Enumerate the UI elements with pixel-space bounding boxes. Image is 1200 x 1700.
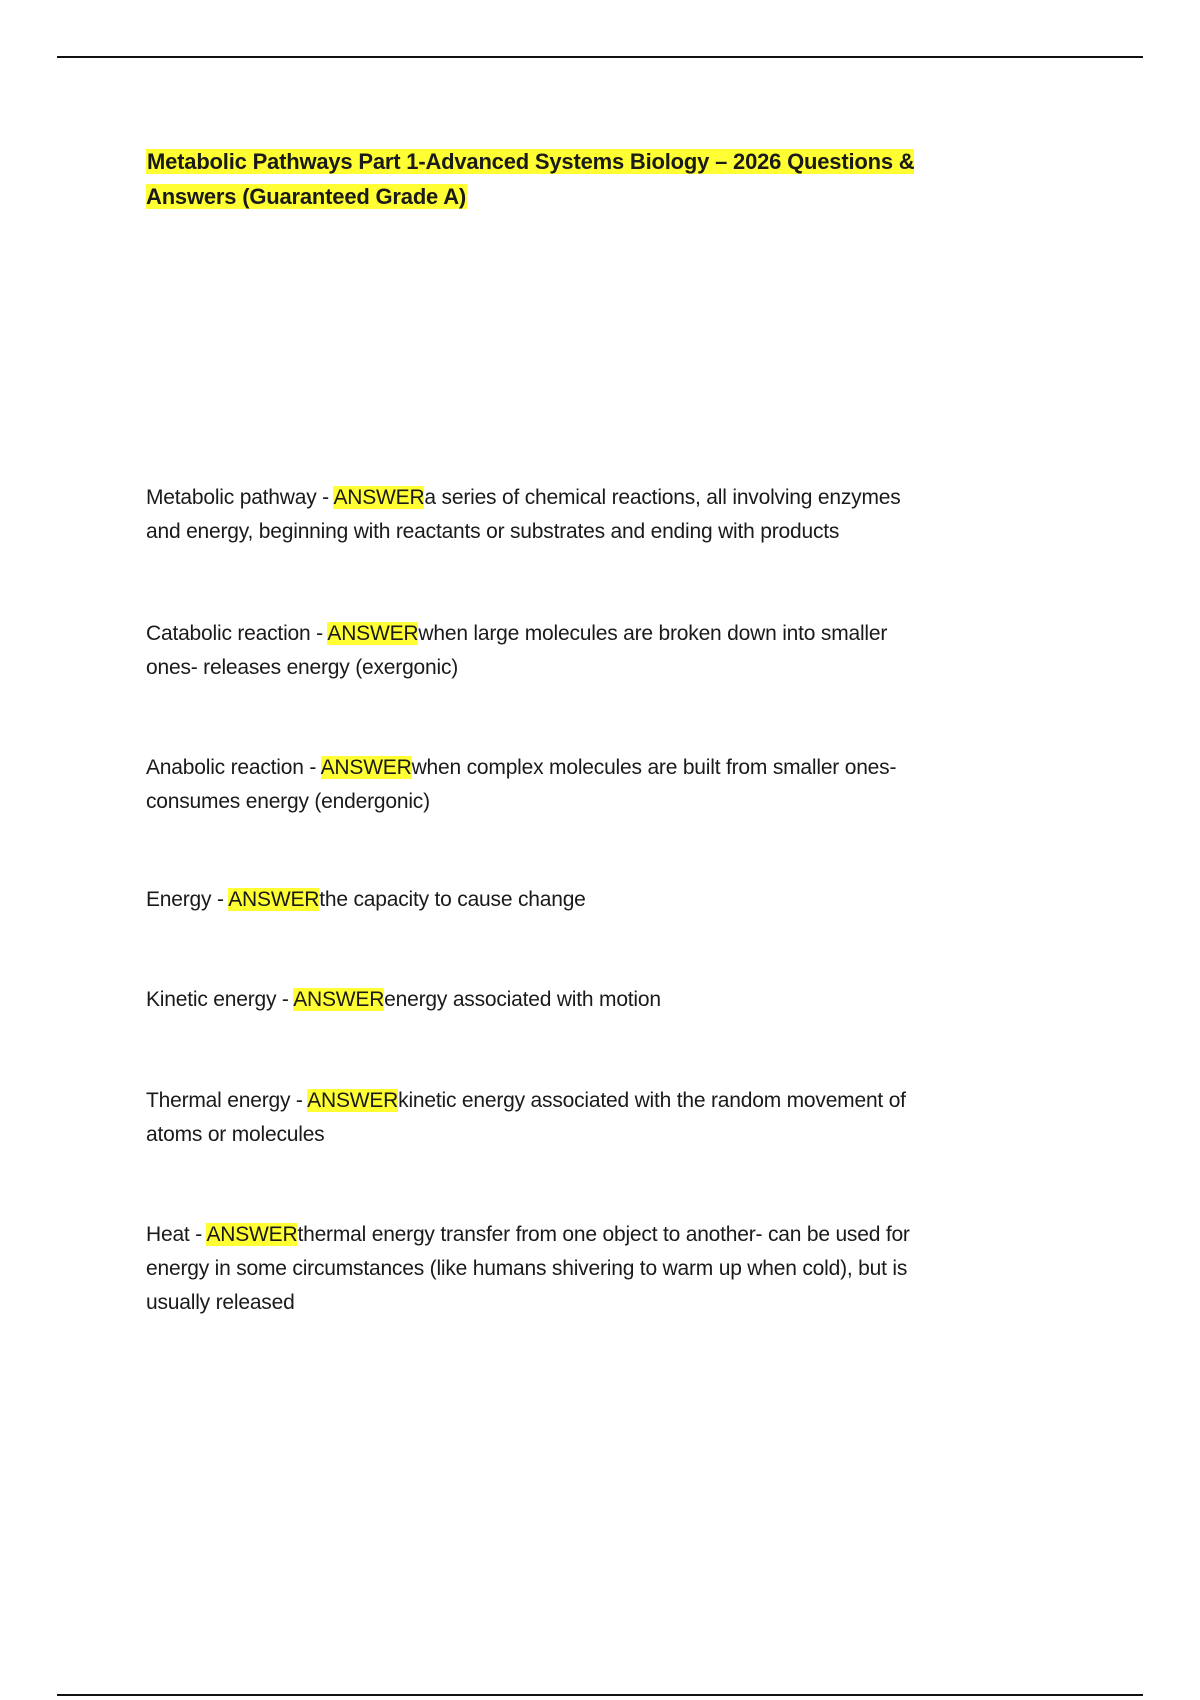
qa-term: Thermal energy - bbox=[146, 1089, 308, 1112]
answer-tag: ANSWER bbox=[206, 1223, 298, 1246]
qa-item bbox=[146, 1084, 926, 1152]
answer-tag: ANSWER bbox=[307, 1089, 399, 1112]
answer-tag: ANSWER bbox=[320, 756, 412, 779]
footer-rule bbox=[57, 1694, 1143, 1696]
qa-list bbox=[146, 481, 926, 1320]
qa-term: Catabolic reaction - bbox=[146, 622, 328, 645]
qa-answer: thermal energy transfer from one object to another- can be used for energy in some circumstances (like humans shivering to warm up when cold), but is usually released bbox=[146, 1223, 910, 1314]
qa-term: Energy - bbox=[146, 888, 229, 911]
qa-term: Kinetic energy - bbox=[146, 988, 294, 1011]
qa-term: Anabolic reaction - bbox=[146, 756, 321, 779]
qa-term: Heat - bbox=[146, 1223, 207, 1246]
qa-answer: the capacity to cause change bbox=[319, 888, 586, 911]
qa-item bbox=[146, 481, 926, 549]
qa-item bbox=[146, 617, 926, 685]
document-title bbox=[146, 144, 926, 214]
header-rule bbox=[57, 56, 1143, 58]
qa-item bbox=[146, 883, 926, 917]
answer-tag: ANSWER bbox=[333, 486, 425, 509]
document-header bbox=[146, 144, 926, 214]
answer-tag: ANSWER bbox=[293, 988, 385, 1011]
answer-tag: ANSWER bbox=[228, 888, 320, 911]
title-highlight: Metabolic Pathways Part 1-Advanced Systems Biology – 2026 Questions & Answers (Guaranteed Grade A) bbox=[146, 149, 915, 209]
qa-answer: when large molecules are broken down into smaller ones- releases energy (exergonic) bbox=[146, 622, 888, 679]
qa-item bbox=[146, 751, 926, 819]
qa-item bbox=[146, 1218, 926, 1320]
qa-answer: energy associated with motion bbox=[384, 988, 661, 1011]
answer-tag: ANSWER bbox=[327, 622, 419, 645]
qa-term: Metabolic pathway - bbox=[146, 486, 334, 509]
qa-answer: a series of chemical reactions, all involving enzymes and energy, beginning with reactants or substrates and ending with products bbox=[146, 486, 901, 543]
qa-item bbox=[146, 983, 926, 1017]
qa-answer: kinetic energy associated with the random movement of atoms or molecules bbox=[146, 1089, 906, 1146]
qa-answer: when complex molecules are built from smaller ones- consumes energy (endergonic) bbox=[146, 756, 897, 813]
